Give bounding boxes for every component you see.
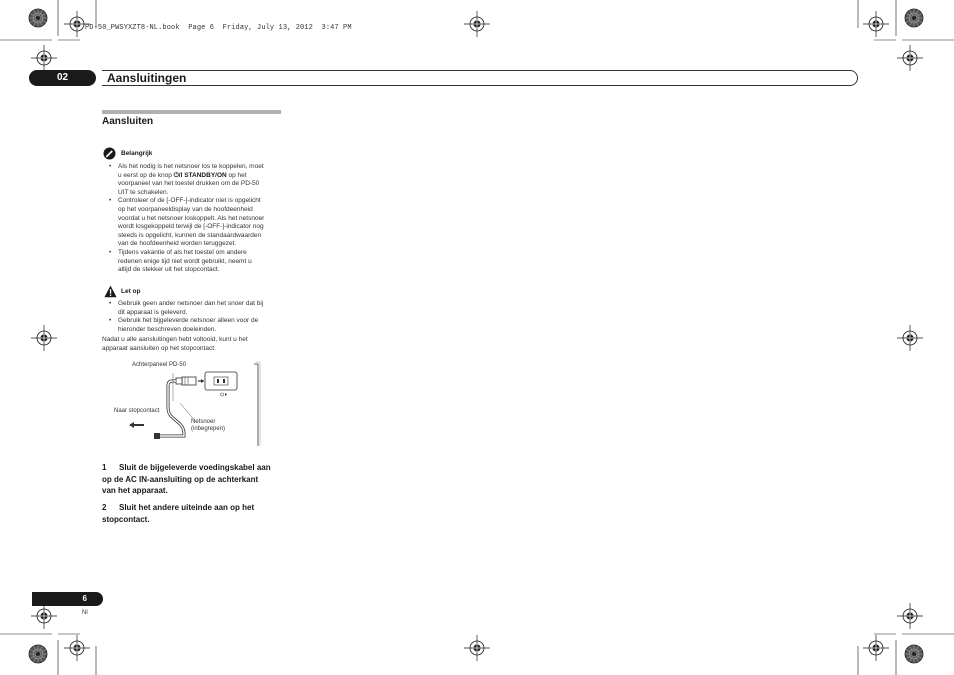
step-2: 2 Sluit het andere uiteinde aan op het stopcontact. (102, 503, 255, 524)
step-1: 1 Sluit de bijgeleverde voedingskabel aan op de AC IN-aansluiting op de achterkant van het apparaat. (102, 463, 271, 495)
power-plug (176, 377, 196, 385)
color-registration-target-mark (29, 645, 47, 663)
color-registration-target-mark (29, 9, 47, 27)
registration-crosshair-mark (863, 11, 889, 37)
registration-crosshair-mark (897, 45, 923, 71)
list-item: • Als het nodig is het netsnoer los te koppelen, moet u eerst op de knop ⏻/I STANDBY/ON op het voorpaneel van het toestel drukken om de PD-50 UIT te schakelen. (102, 163, 286, 197)
registration-crosshair-mark (31, 325, 57, 351)
registration-crosshair-mark (31, 603, 57, 629)
registration-crosshair-mark (897, 603, 923, 629)
ac-in-symbol (220, 393, 227, 396)
chapter-number-badge: 02 (29, 70, 96, 86)
rear-panel-label: Achterpaneel PD-50 (132, 362, 187, 368)
chapter-header-bar (102, 70, 858, 86)
color-registration-target-mark (905, 9, 923, 27)
connection-diagram (110, 358, 270, 448)
color-registration-target-mark (905, 645, 923, 663)
file-header: PD-50_PWSYXZT8-NL.book Page 6 Friday, July 13, 2012 3:47 PM (85, 24, 352, 32)
registration-crosshair-mark (464, 11, 490, 37)
to-outlet-label: Naar stopcontact (114, 408, 160, 414)
list-item: • Tijdens vakantie of als het toestel om andere redenen enige tijd niet wordt gebruikt, neemt u altijd de stekker uit het stopcontact. (102, 249, 286, 275)
list-item: • Gebruik geen ander netsnoer dan het snoer dat bij dit apparaat is geleverd. (102, 300, 286, 317)
section-rule (102, 110, 281, 114)
power-cord-label: Netsnoer (inbegrepen) (191, 419, 226, 432)
section-title: Aansluiten (102, 116, 154, 127)
caution-title: Let op (121, 288, 141, 295)
registration-crosshair-mark (897, 325, 923, 351)
important-list (102, 163, 286, 275)
registration-crosshair-mark (64, 635, 90, 661)
caution-list (102, 300, 286, 334)
ac-inlet-socket (205, 372, 237, 390)
list-item: • Gebruik het bijgeleverde netsnoer alleen voor de hieronder beschreven doeleinden. (102, 317, 286, 334)
page-language: Nl (82, 610, 88, 616)
chapter-title: Aansluitingen (107, 71, 187, 85)
registration-crosshair-mark (863, 635, 889, 661)
intro-paragraph: Nadat u alle aansluitingen hebt voltooid, kunt u het apparaat aansluiten op het stopcontact. (102, 336, 248, 352)
important-title: Belangrijk (121, 150, 153, 157)
list-item: • Controleer of de [-OFF-]-indicator niet is opgelicht op het voorpaneeldisplay van de hoofdeenheid voordat u het netsnoer loskoppelt. Als het netsnoer wordt losgekoppeld terwijl de [-OFF-]-indicator nog steeds is opgelicht, kunnen de standaardwaarden van de hoofdeenheid worden teruggezet. (102, 197, 286, 249)
registration-crosshair-mark (464, 635, 490, 661)
registration-crosshair-mark (31, 45, 57, 71)
page-number-badge: 6 (32, 592, 103, 606)
